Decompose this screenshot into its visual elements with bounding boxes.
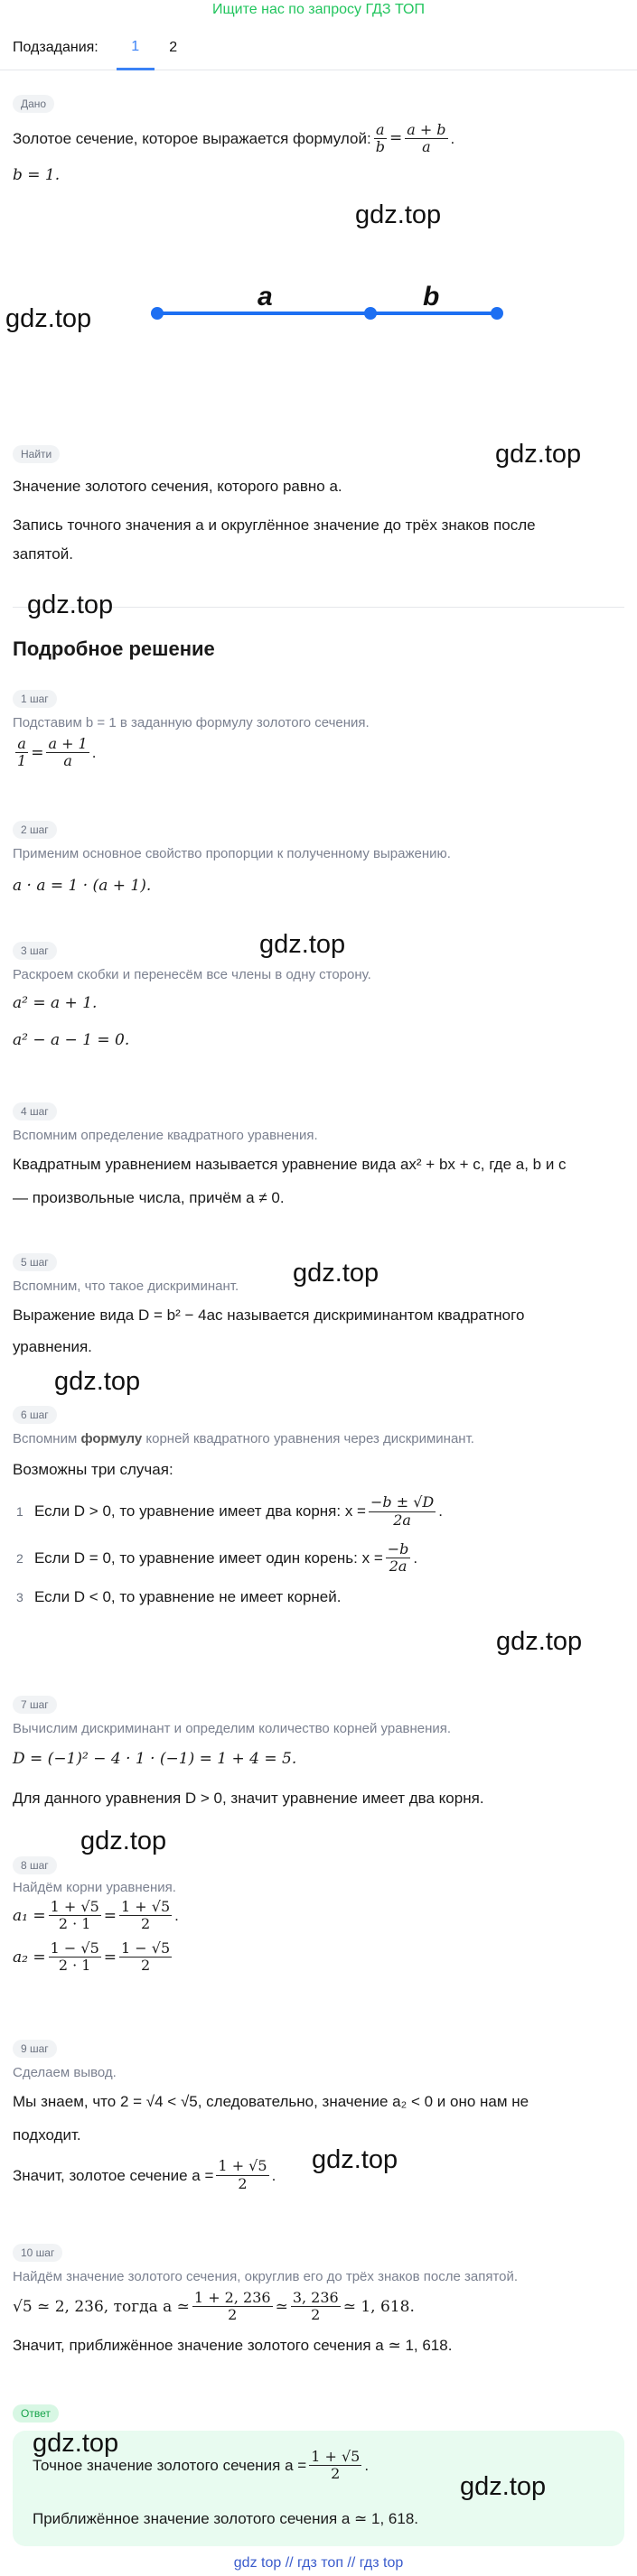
step-9-chip: 9 шаг xyxy=(13,2040,57,2058)
tab-subtask-1[interactable]: 1 xyxy=(117,25,155,70)
watermark: gdz.top xyxy=(259,930,346,959)
top-banner: Ищите нас по запросу ГДЗ ТОП xyxy=(212,2,425,17)
step-7 xyxy=(13,1695,624,1810)
formula-link[interactable]: формулу xyxy=(80,1431,143,1446)
watermark: gdz.top xyxy=(54,1367,141,1396)
roots-formula: $\frac{-b \pm √D}{2a}$ xyxy=(370,1493,435,1529)
step-10-hint: Найдём значение золотого сечения, округлив его до трёх знаков после запятой. xyxy=(13,2269,519,2284)
watermark: gdz.top xyxy=(355,200,442,229)
step-9-text-2: подходит. xyxy=(13,2126,81,2144)
step-1-hint: Подставим b = 1 в заданную формулу золотого сечения. xyxy=(13,715,370,730)
case-2: 2 Если D = 0, то уравнение имеет один корень: x = $\frac{-b}{2a}$ . xyxy=(16,1539,418,1576)
watermark: gdz.top xyxy=(33,2429,119,2458)
step-6-chip: 6 шаг xyxy=(13,1406,57,1424)
step-4-chip: 4 шаг xyxy=(13,1102,57,1121)
case-3: 3 Если D < 0, то уравнение не имеет корней. xyxy=(16,1587,342,1605)
segment-label-a: a xyxy=(258,282,273,312)
solution-title: Подробное решение xyxy=(13,637,215,660)
subtasks-bar xyxy=(0,25,637,70)
step-4-hint: Вспомним определение квадратного уравнения. xyxy=(13,1128,318,1143)
step-6 xyxy=(13,1405,624,1619)
watermark: gdz.top xyxy=(27,591,114,619)
tab-subtask-2[interactable]: 2 xyxy=(169,39,178,55)
step-2-chip: 2 шаг xyxy=(13,821,57,839)
given-section xyxy=(13,94,624,188)
step-7-expression: D = (−1)² − 4 · 1 · (−1) = 1 + 4 = 5. xyxy=(13,1750,297,1768)
equals-sign: = xyxy=(389,129,403,148)
answer-chip: Ответ xyxy=(13,2404,59,2423)
step-9-conclusion: Значит, золотое сечение a = $\frac{1 + √5}{2}$ . xyxy=(13,2157,276,2192)
step-1-chip: 1 шаг xyxy=(13,690,57,708)
watermark: gdz.top xyxy=(495,440,582,469)
segment-diagram xyxy=(145,280,506,325)
subtasks-label: Подзадания: xyxy=(13,39,98,55)
step-8-hint: Найдём корни уравнения. xyxy=(13,1880,176,1895)
step-3-chip: 3 шаг xyxy=(13,942,57,960)
step-2-hint: Применим основное свойство пропорции к полученному выражению. xyxy=(13,846,451,861)
find-line-2: Запись точного значения a и округлённое значение до трёх знаков после запятой. xyxy=(13,516,536,563)
segment-label-b: b xyxy=(423,282,440,312)
answer-approx: Приближённое значение золотого сечения a ≃ 1, 618. xyxy=(33,2510,419,2527)
root-a2: a₂ = $\frac{1 - √5}{2 \cdot 1}$ = $\frac{1 - √5}{2}$ xyxy=(13,1939,171,1975)
step-3-expression-2: a² − a − 1 = 0. xyxy=(13,1031,130,1050)
fraction-a-over-1: $\frac{a}{1}$ xyxy=(17,735,27,770)
watermark: gdz.top xyxy=(312,2145,398,2174)
footer-links[interactable]: gdz top // гдз топ // гдз top xyxy=(233,2555,404,2571)
step-2 xyxy=(13,820,624,898)
step-9-text-1: Мы знаем, что 2 = √4 < √5, следовательно, значение a₂ < 0 и оно нам не xyxy=(13,2093,529,2110)
step-3-expression-1: a² = a + 1. xyxy=(13,994,98,1012)
step-6-hint: Вспомним формулу корней квадратного уравнения через дискриминант. xyxy=(13,1431,474,1446)
cases-list xyxy=(13,1494,624,1606)
given-b-value: b = 1. xyxy=(13,165,61,184)
step-7-chip: 7 шаг xyxy=(13,1696,57,1714)
fraction-a-plus-b-over-a: $\frac{a + b}{a}$ xyxy=(407,121,446,156)
watermark: gdz.top xyxy=(496,1627,583,1656)
step-10-text: Значит, приближённое значение золотого сечения a ≃ 1, 618. xyxy=(13,2336,453,2354)
watermark: gdz.top xyxy=(293,1259,379,1288)
single-root-formula: $\frac{-b}{2a}$ xyxy=(387,1539,409,1576)
root-a1: a₁ = $\frac{1 + √5}{2 \cdot 1}$ = $\frac{1 + √5}{2}$ . xyxy=(13,1898,179,1933)
step-4-text-1: Квадратным уравнением называется уравнение вида ax² + bx + c, где a, b и c xyxy=(13,1156,567,1173)
find-line-1: Значение золотого сечения, которого равно a. xyxy=(13,478,342,495)
step-2-expression: a · a = 1 · (a + 1). xyxy=(13,877,152,895)
step-10-chip: 10 шаг xyxy=(13,2244,62,2262)
watermark: gdz.top xyxy=(80,1827,167,1855)
step-8 xyxy=(13,1855,624,1975)
step-9-hint: Сделаем вывод. xyxy=(13,2065,117,2080)
given-chip: Дано xyxy=(13,95,54,113)
step-7-text: Для данного уравнения D > 0, значит уравнение имеет два корня. xyxy=(13,1790,484,1808)
step-10-formula: √5 ≃ 2, 236, тогда a ≃ $\frac{1 + 2, 236}{2}$ ≃ $\frac{3, 236}{2}$ ≃ 1, 618. xyxy=(13,2289,415,2324)
step-7-hint: Вычислим дискриминант и определим количество корней уравнения. xyxy=(13,1721,452,1736)
answer-chip-wrap xyxy=(13,2404,624,2423)
answer-exact: Точное значение золотого сечения a = $\frac{1 + √5}{2}$ . xyxy=(33,2448,370,2483)
step-5-text-2: уравнения. xyxy=(13,1338,92,1356)
step-5-chip: 5 шаг xyxy=(13,1253,57,1271)
segment-point-start xyxy=(151,307,164,320)
given-text: Золотое сечение, которое выражается формулой: xyxy=(13,130,371,148)
case-1: 1 Если D > 0, то уравнение имеет два корня: x = $\frac{-b \pm √D}{2a}$ . xyxy=(16,1493,443,1529)
step-4 xyxy=(13,1102,624,1210)
step-10 xyxy=(13,2243,624,2357)
find-chip: Найти xyxy=(13,445,60,463)
step-8-chip: 8 шаг xyxy=(13,1856,57,1874)
step-5-hint: Вспомним, что такое дискриминант. xyxy=(13,1279,239,1294)
segment-point-end xyxy=(491,307,503,320)
step-3-hint: Раскроем скобки и перенесём все члены в одну сторону. xyxy=(13,967,371,982)
step-1 xyxy=(13,689,624,770)
given-formula-line: Золотое сечение, которое выражается формулой: $\frac{a}{b}$ = $\frac{a + b}{a}$ . xyxy=(13,121,455,156)
step-4-text-2: — произвольные числа, причём a ≠ 0. xyxy=(13,1189,285,1207)
watermark: gdz.top xyxy=(5,304,92,333)
step-5-text-1: Выражение вида D = b² − 4ac называется дискриминантом квадратного xyxy=(13,1307,525,1324)
step-1-formula: $\frac{a}{1}$ = $\frac{a + 1}{a}$ . xyxy=(17,735,97,770)
step-6-intro: Возможны три случая: xyxy=(13,1461,173,1478)
segment-point-mid xyxy=(364,307,377,320)
fraction-a-plus-1-over-a: $\frac{a + 1}{a}$ xyxy=(48,735,88,770)
fraction-a-over-b: $\frac{a}{b}$ xyxy=(375,121,385,156)
watermark: gdz.top xyxy=(460,2472,547,2501)
